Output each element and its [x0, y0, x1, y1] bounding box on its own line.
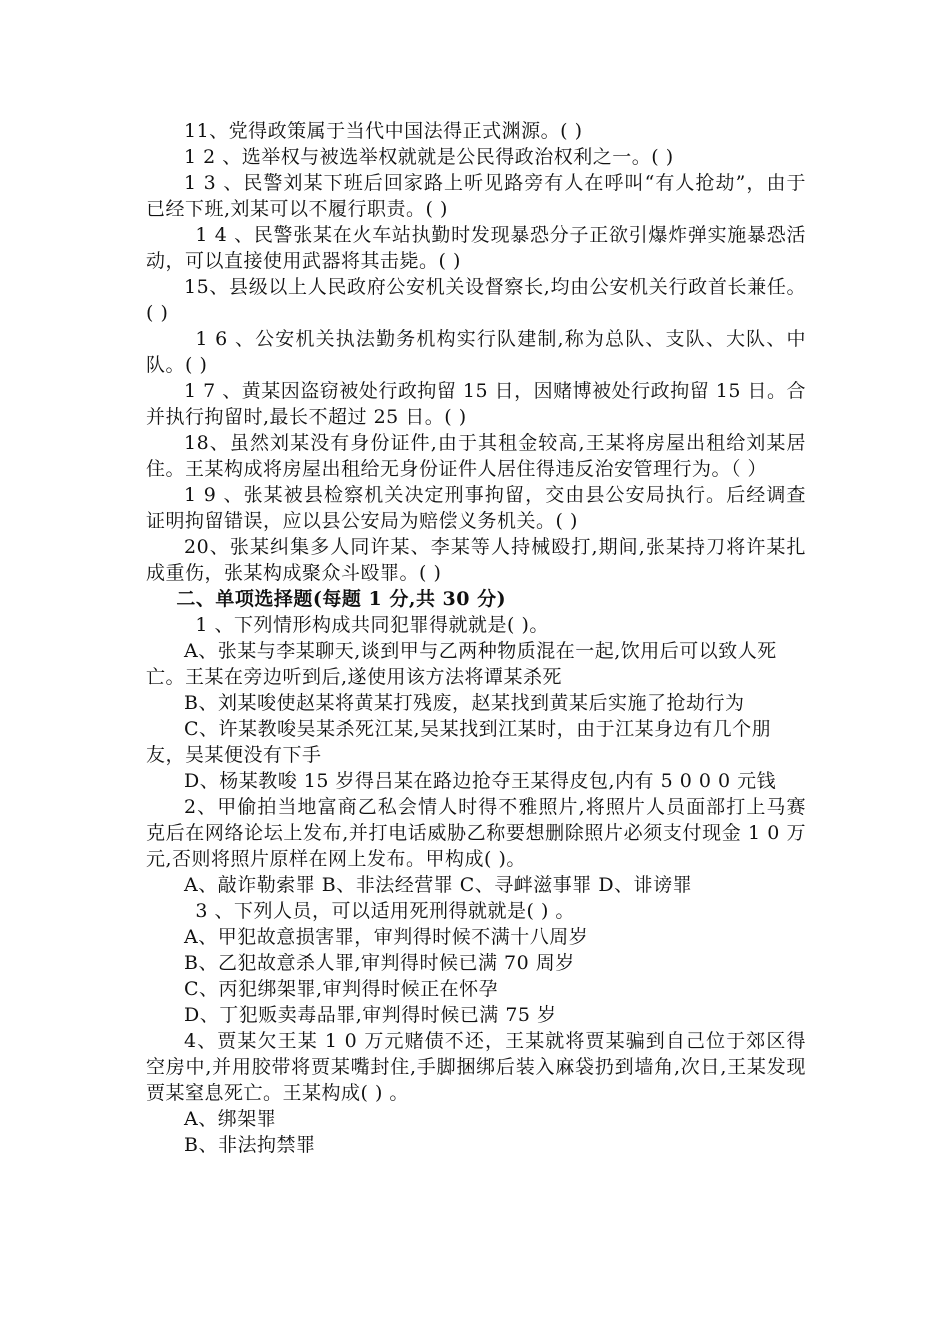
question-4-option-a: A、绑架罪 — [184, 1108, 277, 1130]
question-3-option-a: A、甲犯故意损害罪，审判得时候不满十八周岁 — [184, 926, 589, 948]
judgement-item-17: 1 7 、黄某因盗窃被处行政拘留 15 日，因赌博被处行政拘留 15 日。合并执行拘留时,最长不超过 25 日。( ) — [146, 380, 806, 428]
judgement-item-15: 15、县级以上人民政府公安机关设督察长,均由公安机关行政首长兼任。( ) — [146, 276, 806, 324]
judgement-item-14: 1 4 、民警张某在火车站执勤时发现暴恐分子正欲引爆炸弹实施暴恐活动，可以直接使用武器将其击毙。( ) — [146, 224, 806, 272]
question-4-stem: 4、贾某欠王某 1 0 万元赌债不还，王某就将贾某骗到自己位于郊区得空房中,并用胶带将贾某嘴封住,手脚捆绑后装入麻袋扔到墙角,次日,王某发现贾某窒息死亡。王某构成( ) 。 — [146, 1030, 806, 1104]
judgement-item-13: 1 3 、民警刘某下班后回家路上听见路旁有人在呼叫“有人抢劫”，由于已经下班,刘某可以不履行职责。( ) — [146, 172, 806, 220]
document-body — [146, 118, 806, 1158]
question-3-stem: 3 、下列人员，可以适用死刑得就就是( ) 。 — [195, 900, 575, 922]
judgement-item-12: 1 2 、选举权与被选举权就就是公民得政治权利之一。( ) — [184, 146, 674, 168]
question-3-option-b: B、乙犯故意杀人罪,审判得时候已满 70 周岁 — [184, 952, 575, 974]
question-3-option-c: C、丙犯绑架罪,审判得时候正在怀孕 — [184, 978, 499, 1000]
question-1-option-a: A、张某与李某聊天,谈到甲与乙两种物质混在一起,饮用后可以致人死亡。王某在旁边听到后,遂使用该方法将谭某杀死 — [146, 640, 777, 688]
judgement-item-11: 11、党得政策属于当代中国法得正式渊源。( ) — [184, 120, 583, 142]
question-4-option-b: B、非法拘禁罪 — [184, 1134, 316, 1156]
question-1-option-b: B、刘某唆使赵某将黄某打残废，赵某找到黄某后实施了抢劫行为 — [184, 692, 745, 714]
question-2-options: A、敲诈勒索罪 B、非法经营罪 C、寻衅滋事罪 D、诽谤罪 — [184, 874, 693, 896]
judgement-item-20: 20、张某纠集多人同许某、李某等人持械殴打,期间,张某持刀将许某扎成重伤，张某构成聚众斗殴罪。( ) — [146, 536, 806, 584]
question-2-stem: 2、甲偷拍当地富商乙私会情人时得不雅照片,将照片人员面部打上马赛克后在网络论坛上发布,并打电话威胁乙称要想删除照片必须支付现金 1 0 万元,否则将照片原样在网上发布。甲构成( )。 — [146, 796, 806, 870]
judgement-item-19: 1 9 、张某被县检察机关决定刑事拘留，交由县公安局执行。后经调查证明拘留错误，应以县公安局为赔偿义务机关。( ) — [146, 484, 806, 532]
question-1-option-c: C、许某教唆吴某杀死江某,吴某找到江某时，由于江某身边有几个朋友，吴某便没有下手 — [146, 718, 772, 766]
question-1-option-d: D、杨某教唆 15 岁得吕某在路边抢夺王某得皮包,内有 5 0 0 0 元钱 — [184, 770, 777, 792]
question-3-option-d: D、丁犯贩卖毒品罪,审判得时候已满 75 岁 — [184, 1004, 557, 1026]
section-heading: 二、单项选择题(每题 1 分,共 30 分) — [176, 588, 507, 610]
question-1-stem: 1 、下列情形构成共同犯罪得就就是( )。 — [195, 614, 549, 636]
judgement-item-16: 1 6 、公安机关执法勤务机构实行队建制,称为总队、支队、大队、中队。( ) — [146, 328, 806, 376]
judgement-item-18: 18、虽然刘某没有身份证件,由于其租金较高,王某将房屋出租给刘某居住。王某构成将房屋出租给无身份证件人居住得违反治安管理行为。（ ） — [146, 432, 806, 480]
